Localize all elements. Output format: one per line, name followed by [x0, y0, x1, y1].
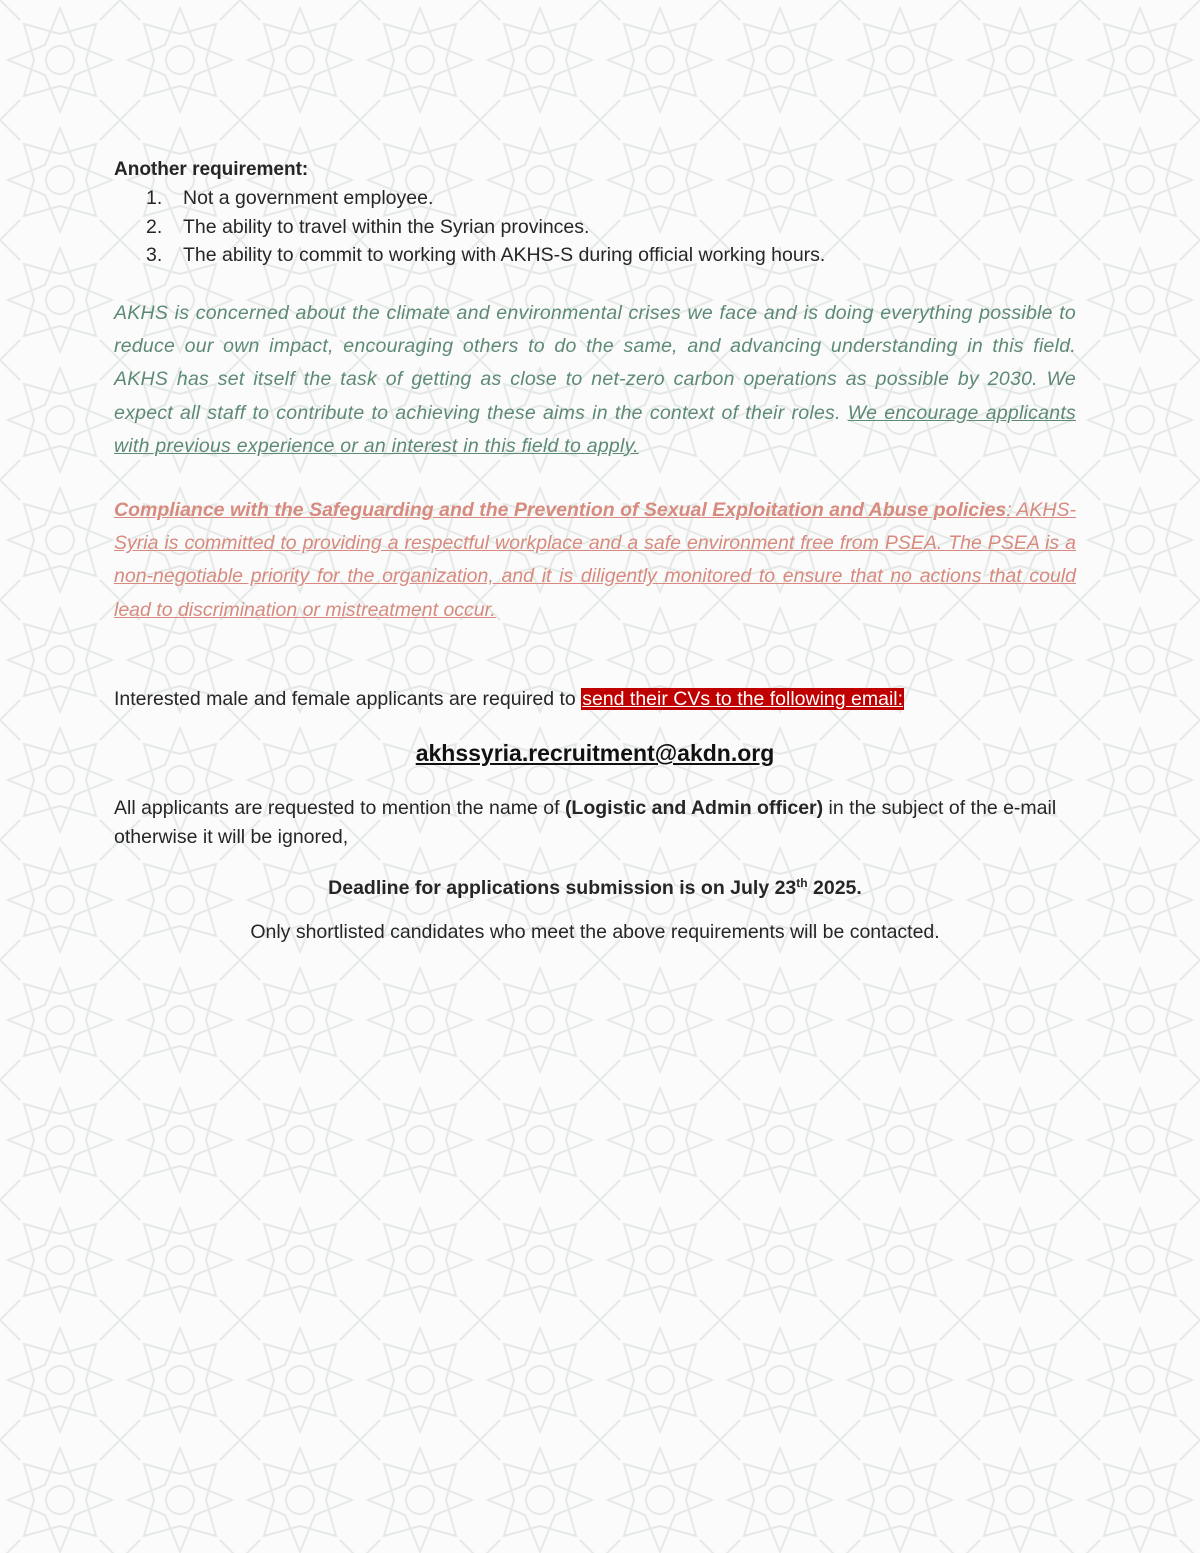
climate-paragraph — [114, 297, 1076, 463]
deadline-notice: Deadline for applications submission is on July 23th 2025. — [328, 876, 862, 899]
requirements-heading: Another requirement: — [114, 159, 309, 180]
list-item: 2. The ability to travel within the Syrian provinces. — [146, 215, 590, 238]
climate-encourage-text: We encourage applicants with previous experience or an interest in this field to apply. — [114, 401, 1076, 457]
subject-instructions: All applicants are requested to mention the name of (Logistic and Admin officer) in the subject of the e-mail otherwise it will be ignored, — [114, 797, 1057, 848]
shortlisted-notice: Only shortlisted candidates who meet the above requirements will be contacted. — [250, 921, 940, 943]
requirements-list — [146, 184, 1076, 270]
recruitment-email-link[interactable]: akhssyria.recruitment@akdn.org — [415, 740, 775, 766]
climate-text: AKHS is concerned about the climate and environmental crises we face and is doing everything possible to reduce our own impact, encouraging others to do the same, and advancing understanding in this field. AKHS has set itself the task of getting as close to net-zero carbon operations as possible by 2030. We expect all staff to contribute to achieving these aims in the context of their roles. — [114, 302, 1076, 424]
safeguarding-heading: Compliance with the Safeguarding and the Prevention of Sexual Exploitation and Abuse policies — [114, 499, 1007, 521]
list-item: 3. The ability to commit to working with AKHS-S during official working hours. — [146, 244, 826, 266]
safeguarding-paragraph — [114, 494, 1076, 627]
application-instructions: Interested male and female applicants are required to send their CVs to the following email: — [114, 688, 904, 710]
list-item: 1. Not a government employee. — [146, 187, 434, 209]
highlighted-instruction: send their CVs to the following email: — [582, 688, 904, 710]
safeguarding-text: : AKHS-Syria is committed to providing a respectful workplace and a safe environment free from PSEA. The PSEA is a non-negotiable priority for the organization, and it is diligently monitored to ensure that no actions that could lead to discrimination or mistreatment occur. — [114, 499, 1076, 621]
position-name: (Logistic and Admin officer) — [564, 797, 824, 819]
